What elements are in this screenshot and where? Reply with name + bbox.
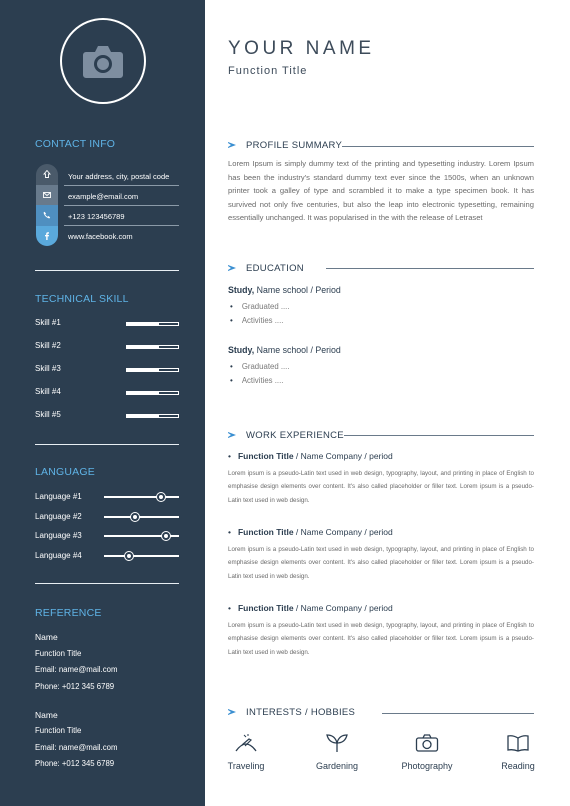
skill-label: Skill #4	[35, 387, 61, 396]
photography-icon	[415, 733, 439, 753]
reference-phone: Phone: +012 345 6789	[35, 682, 115, 691]
education-item: • Graduated ....	[230, 302, 290, 311]
arrow-icon	[228, 432, 236, 438]
section-rule	[344, 435, 534, 436]
experience-heading: WORK EXPERIENCE	[246, 430, 344, 441]
language-slider[interactable]	[104, 516, 179, 518]
education-item: • Activities ....	[230, 376, 283, 385]
section-rule	[326, 268, 534, 269]
skills-heading: TECHNICAL SKILL	[35, 293, 129, 305]
education-item: • Graduated ....	[230, 362, 290, 371]
phone-icon	[36, 205, 58, 226]
reference-title: Function Title	[35, 726, 82, 735]
skill-label: Skill #3	[35, 364, 61, 373]
language-label: Language #2	[35, 511, 82, 521]
arrow-icon	[228, 709, 236, 715]
job-company: / Name Company / period	[293, 527, 393, 537]
contact-heading: CONTACT INFO	[35, 138, 116, 150]
job-company: / Name Company / period	[293, 603, 393, 613]
reference-name: Name	[35, 710, 58, 720]
language-slider-knob[interactable]	[162, 532, 170, 540]
contact-icon-strip	[36, 164, 58, 246]
hobby-traveling	[211, 733, 281, 771]
function-title: Function Title	[228, 65, 308, 77]
skill-label: Skill #2	[35, 341, 61, 350]
job-title	[228, 603, 393, 613]
education-school: Name school / Period	[254, 285, 341, 295]
section-divider	[35, 583, 179, 584]
contact-website[interactable]: www.facebook.com	[68, 232, 133, 241]
facebook-icon	[36, 226, 58, 247]
reference-email[interactable]: Email: name@mail.com	[35, 743, 118, 752]
traveling-icon	[234, 733, 258, 753]
job-function: Function Title	[237, 451, 294, 461]
language-slider[interactable]	[104, 496, 179, 498]
skill-label: Skill #5	[35, 410, 61, 419]
skill-level-fill	[127, 346, 159, 348]
profile-photo[interactable]	[60, 18, 146, 104]
hobby-gardening	[302, 733, 372, 771]
camera-icon	[82, 43, 124, 79]
reference-heading: REFERENCE	[35, 607, 102, 619]
language-slider[interactable]	[104, 555, 179, 557]
language-heading: LANGUAGE	[35, 466, 95, 478]
education-heading: EDUCATION	[246, 263, 304, 274]
skill-level-bar	[126, 345, 179, 349]
contact-phone[interactable]: +123 123456789	[68, 212, 125, 221]
section-rule	[342, 146, 534, 147]
language-slider-knob[interactable]	[125, 552, 133, 560]
hobby-photography	[392, 733, 462, 771]
email-icon	[36, 185, 58, 206]
hobby-label: Gardening	[315, 761, 359, 771]
skill-level-bar	[126, 391, 179, 395]
education-school: Name school / Period	[254, 345, 341, 355]
language-slider-knob[interactable]	[131, 513, 139, 521]
profile-text: Lorem Ipsum is simply dummy text of the printing and typesetting industry. Lorem Ipsum has been the industry's standard dummy text ever since the 1500s, when an unknown printer took a galley of type and scrambled it to make a type specimen book. It has survived not only five centuries, but also the leap into electronic typesetting, remaining essentially unchanged. It was popularised in the with the release of Letraset	[228, 159, 534, 222]
job-function: Function Title	[237, 603, 294, 613]
divider	[64, 205, 179, 206]
skill-level-bar	[126, 322, 179, 326]
profile-heading: PROFILE SUMMARY	[246, 140, 343, 151]
skill-level-fill	[127, 369, 159, 371]
section-divider	[35, 270, 179, 271]
person-name: YOUR NAME	[228, 38, 375, 59]
job-title	[228, 527, 393, 537]
language-label: Language #1	[35, 492, 82, 501]
language-slider-knob[interactable]	[157, 493, 165, 501]
job-description: Lorem ipsum is a pseudo-Latin text used in web design, typography, layout, and printing in place of English to emphasise design elements over content. It's also called placeholder or filler text. Lorem ipsum is a pseudo-Latin text used in web design.	[228, 622, 534, 656]
language-slider[interactable]	[104, 535, 179, 537]
job-description: Lorem ipsum is a pseudo-Latin text used in web design, typography, layout, and printing in place of English to emphasise design elements over content. It's also called placeholder or filler text. Lorem ipsum is a pseudo-Latin text used in web design.	[228, 546, 534, 580]
skill-level-bar	[126, 368, 179, 372]
reference-title: Function Title	[35, 649, 82, 658]
reference-phone: Phone: +012 345 6789	[35, 759, 115, 768]
job-title	[228, 451, 393, 461]
skill-level-fill	[127, 415, 159, 417]
education-item: • Activities ....	[230, 316, 283, 325]
reference-name: Name	[35, 632, 58, 642]
gardening-icon	[325, 733, 349, 753]
contact-email[interactable]: example@email.com	[68, 192, 139, 201]
section-rule	[382, 713, 534, 714]
skill-level-fill	[127, 323, 159, 325]
job-description: Lorem ipsum is a pseudo-Latin text used in web design, typography, layout, and printing in place of English to emphasise design elements over content. It's also called placeholder or filler text. Lorem ipsum is a pseudo-Latin text used in web design.	[228, 470, 534, 504]
contact-address: Your address, city, postal code	[68, 172, 170, 181]
language-label: Language #3	[35, 531, 82, 540]
education-entry-title	[228, 345, 341, 355]
education-degree: Study,	[228, 345, 255, 355]
divider	[64, 185, 179, 186]
sidebar	[0, 0, 205, 806]
hobby-label: Photography	[401, 761, 453, 771]
location-icon	[36, 164, 58, 185]
skill-level-bar	[126, 414, 179, 418]
hobby-label: Reading	[501, 761, 535, 771]
hobby-label: Traveling	[227, 761, 265, 771]
arrow-icon	[228, 265, 236, 271]
hobbies-heading: INTERESTS / HOBBIES	[246, 707, 356, 718]
section-divider	[35, 444, 179, 445]
language-label: Language #4	[35, 550, 82, 560]
hobby-reading	[483, 733, 553, 771]
divider	[64, 225, 179, 226]
job-function: Function Title	[237, 527, 294, 537]
skill-level-fill	[127, 392, 159, 394]
education-entry-title	[228, 285, 341, 295]
education-degree: Study,	[228, 285, 255, 295]
reading-icon	[506, 733, 530, 753]
skill-label: Skill #1	[35, 318, 61, 327]
arrow-icon	[228, 142, 236, 148]
job-company: / Name Company / period	[293, 451, 393, 461]
reference-email[interactable]: Email: name@mail.com	[35, 665, 118, 674]
